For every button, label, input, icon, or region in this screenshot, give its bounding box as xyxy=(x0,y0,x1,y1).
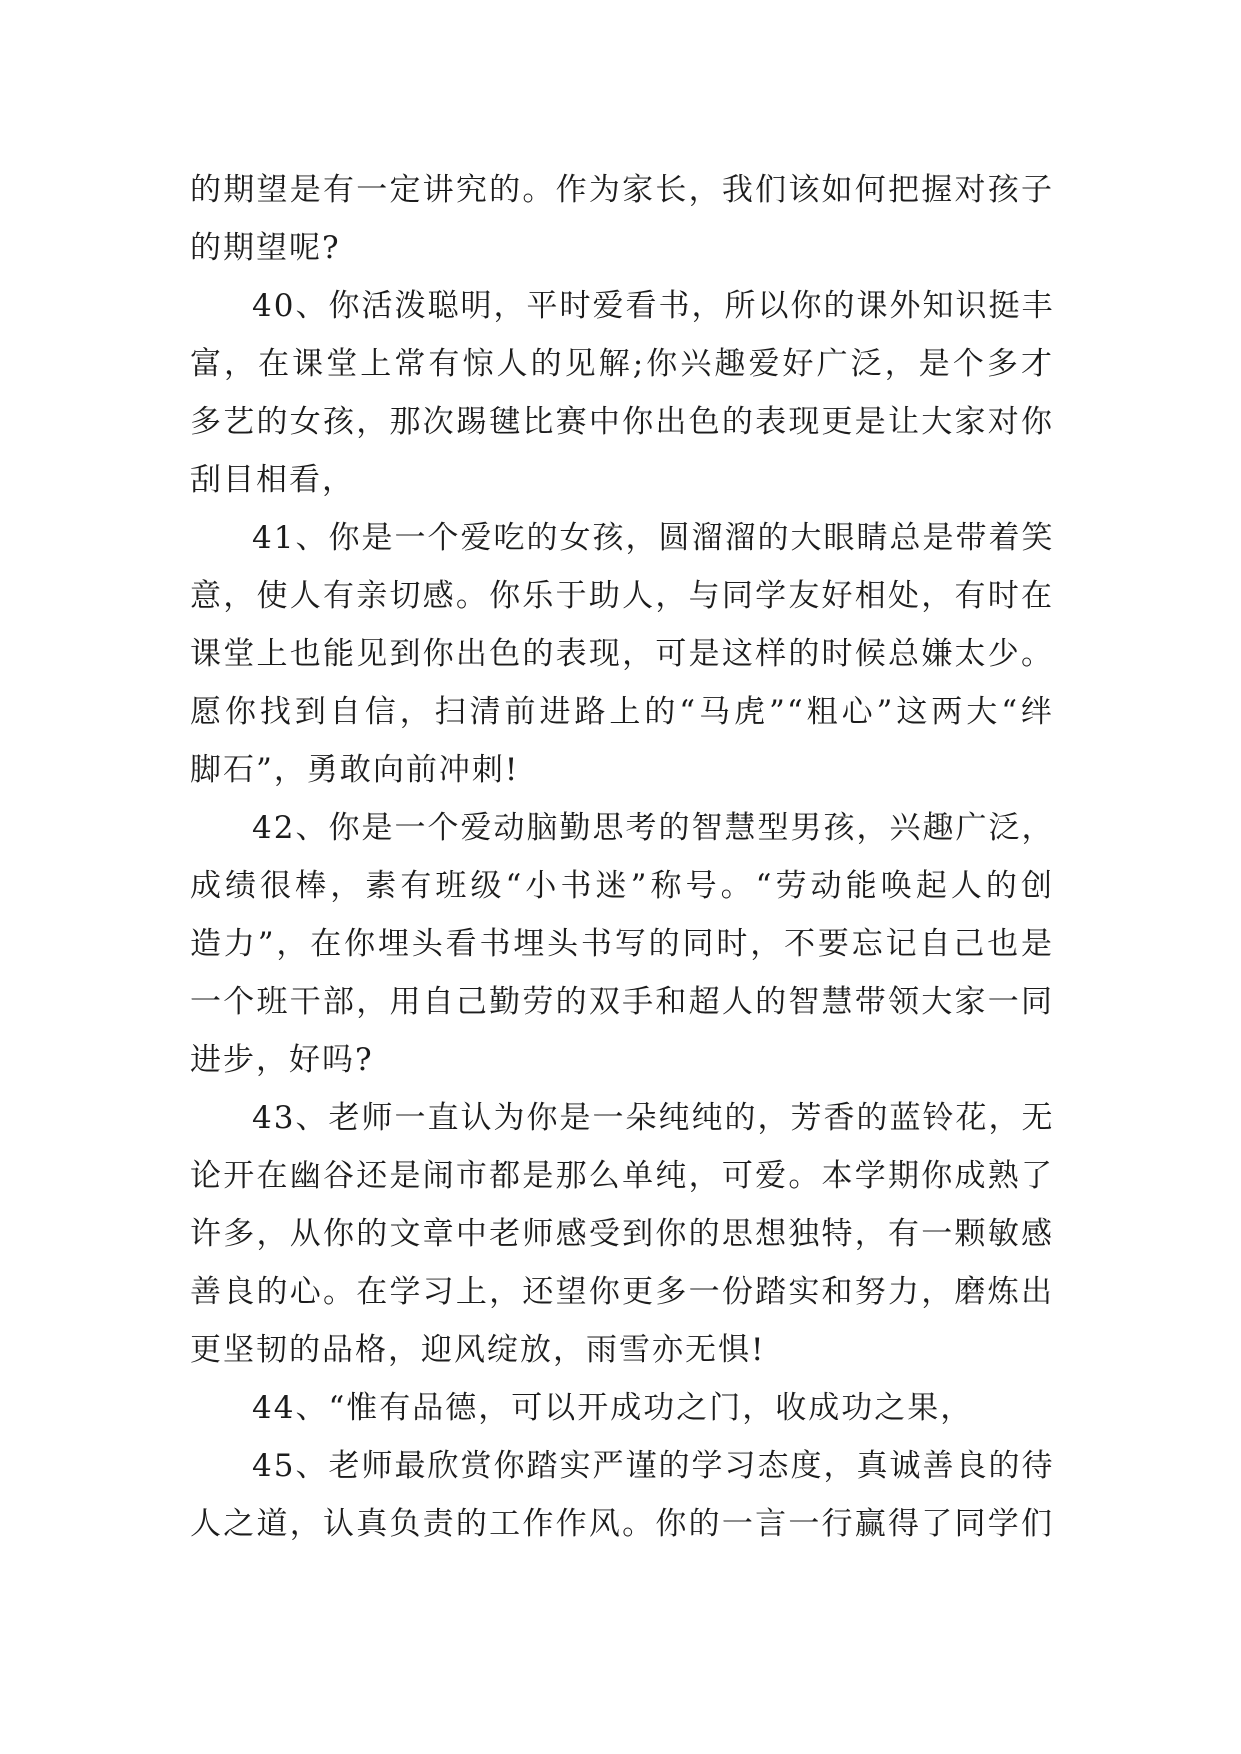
text-line: 造力”，在你埋头看书埋头书写的同时，不要忘记自己也是 xyxy=(190,926,1054,962)
paragraph-45 xyxy=(190,1437,1054,1553)
paragraph-44 xyxy=(190,1379,1054,1437)
paragraph-40 xyxy=(190,277,1054,509)
text-line: 进步，好吗? xyxy=(190,1042,374,1078)
text-line: 一个班干部，用自己勤劳的双手和超人的智慧带领大家一同 xyxy=(190,984,1054,1020)
text-line: 脚石”，勇敢向前冲刺! xyxy=(190,752,520,788)
text-line: 人之道，认真负责的工作作风。你的一言一行赢得了同学们 xyxy=(190,1506,1054,1542)
text-line: 更坚韧的品格，迎风绽放，雨雪亦无惧! xyxy=(190,1332,766,1368)
document-body xyxy=(190,161,1054,1553)
text-line: 愿你找到自信，扫清前进路上的“马虎”“粗心”这两大“绊 xyxy=(190,694,1054,730)
text-line: 多艺的女孩，那次踢毽比赛中你出色的表现更是让大家对你 xyxy=(190,404,1054,440)
paragraph-42 xyxy=(190,799,1054,1089)
text-line: 课堂上也能见到你出色的表现，可是这样的时候总嫌太少。 xyxy=(190,636,1054,672)
text-line: 刮目相看， xyxy=(190,462,355,498)
text-line: 44、“惟有品德，可以开成功之门，收成功之果， xyxy=(252,1390,974,1426)
paragraph-41 xyxy=(190,509,1054,799)
text-line: 意，使人有亲切感。你乐于助人，与同学友好相处，有时在 xyxy=(190,578,1054,614)
text-line: 的期望是有一定讲究的。作为家长，我们该如何把握对孩子 xyxy=(190,172,1054,208)
text-line: 许多，从你的文章中老师感受到你的思想独特，有一颗敏感 xyxy=(190,1216,1054,1252)
text-line: 善良的心。在学习上，还望你更多一份踏实和努力，磨炼出 xyxy=(190,1274,1054,1310)
text-line: 42、你是一个爱动脑勤思考的智慧型男孩，兴趣广泛， xyxy=(252,810,1054,846)
text-line: 论开在幽谷还是闹市都是那么单纯，可爱。本学期你成熟了 xyxy=(190,1158,1054,1194)
text-line: 45、老师最欣赏你踏实严谨的学习态度，真诚善良的待 xyxy=(252,1448,1054,1484)
paragraph-continuation xyxy=(190,161,1054,277)
paragraph-43 xyxy=(190,1089,1054,1379)
text-line: 的期望呢? xyxy=(190,230,341,266)
text-line: 成绩很棒，素有班级“小书迷”称号。“劳动能唤起人的创 xyxy=(190,868,1054,904)
text-line: 43、老师一直认为你是一朵纯纯的，芳香的蓝铃花，无 xyxy=(252,1100,1054,1136)
text-line: 富，在课堂上常有惊人的见解;你兴趣爱好广泛，是个多才 xyxy=(190,346,1054,382)
text-line: 40、你活泼聪明，平时爱看书，所以你的课外知识挺丰 xyxy=(252,288,1054,324)
text-line: 41、你是一个爱吃的女孩，圆溜溜的大眼睛总是带着笑 xyxy=(252,520,1054,556)
